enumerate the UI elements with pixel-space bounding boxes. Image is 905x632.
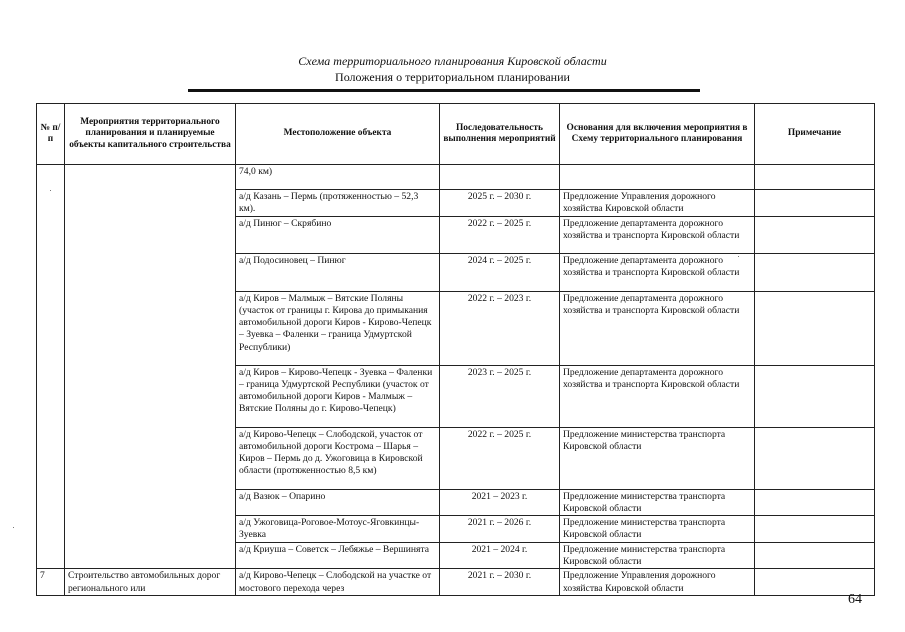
note-cell [755, 542, 875, 569]
basis-cell: Предложение министерства транспорта Кировской области [560, 542, 755, 569]
sequence-cell: 2022 г. – 2025 г. [440, 216, 560, 253]
scan-speck [13, 527, 14, 528]
note-cell [755, 190, 875, 217]
note-cell [755, 427, 875, 489]
location-cell: а/д Ужоговица-Роговое-Мотоус-Яговкинцы-Зуевка [236, 516, 440, 543]
basis-cell: Предложение министерства транспорта Кировской области [560, 427, 755, 489]
sequence-cell: 2021 – 2024 г. [440, 542, 560, 569]
activity-cell-merged [65, 165, 236, 569]
basis-cell: Предложение департамента дорожного хозяйства и транспорта Кировской области [560, 253, 755, 291]
scan-speck [738, 256, 739, 257]
note-cell [755, 165, 875, 190]
basis-cell: Предложение Управления дорожного хозяйства Кировской области [560, 569, 755, 596]
basis-cell: Предложение департамента дорожного хозяйства и транспорта Кировской области [560, 216, 755, 253]
location-cell: а/д Криуша – Советск – Лебяжье – Вершинята [236, 542, 440, 569]
sequence-cell [440, 165, 560, 190]
note-cell [755, 489, 875, 516]
sequence-cell: 2022 г. – 2025 г. [440, 427, 560, 489]
sequence-cell: 2021 г. – 2030 г. [440, 569, 560, 596]
planning-table [36, 103, 875, 596]
location-cell: а/д Киров – Малмыж – Вятские Поляны (участок от границы г. Кирова до примыкания автомобильной дороги Киров - Кирово-Чепецк – Зуевка – Фаленки – граница Удмуртской Республики) [236, 291, 440, 365]
basis-cell: Предложение департамента дорожного хозяйства и транспорта Кировской области [560, 291, 755, 365]
note-cell [755, 253, 875, 291]
basis-cell: Предложение Управления дорожного хозяйства Кировской области [560, 190, 755, 217]
scan-speck [50, 190, 51, 191]
sequence-cell: 2023 г. – 2025 г. [440, 365, 560, 427]
document-subtitle: Положения о территориальном планировании [335, 70, 570, 84]
table-row [37, 569, 875, 596]
location-cell: а/д Кирово-Чепецк – Слободской на участке от мостового перехода через [236, 569, 440, 596]
number-cell-merged [37, 165, 65, 569]
sequence-cell: 2021 – 2023 г. [440, 489, 560, 516]
col-header-activity: Мероприятия территориального планирования и планируемые объекты капитального строительства [65, 104, 236, 165]
note-cell [755, 216, 875, 253]
col-header-sequence: Последовательность выполнения мероприятий [440, 104, 560, 165]
col-header-location: Местоположение объекта [236, 104, 440, 165]
col-header-basis: Основания для включения мероприятия в Схему территориального планирования [560, 104, 755, 165]
basis-cell: Предложение министерства транспорта Кировской области [560, 516, 755, 543]
col-header-number: № п/п [37, 104, 65, 165]
basis-cell: Предложение министерства транспорта Кировской области [560, 489, 755, 516]
basis-cell: Предложение департамента дорожного хозяйства и транспорта Кировской области [560, 365, 755, 427]
location-cell: а/д Казань – Пермь (протяженностью – 52,3 км). [236, 190, 440, 217]
activity-cell: Строительство автомобильных дорог регионального или [65, 569, 236, 596]
sequence-cell: 2024 г. – 2025 г. [440, 253, 560, 291]
note-cell [755, 365, 875, 427]
table-row [37, 165, 875, 190]
page-number: 64 [848, 592, 862, 607]
col-header-note: Примечание [755, 104, 875, 165]
location-cell: а/д Кирово-Чепецк – Слободской, участок от автомобильной дороги Кострома – Шарья – Киров – Пермь до д. Ужоговица в Кировской области (протяженностью 8,5 км) [236, 427, 440, 489]
location-cell: а/д Пинюг – Скрябино [236, 216, 440, 253]
document-title: Схема территориального планирования Кировской области [298, 54, 607, 68]
location-cell: а/д Подосиновец – Пинюг [236, 253, 440, 291]
location-cell: а/д Вазюк – Опарино [236, 489, 440, 516]
sequence-cell: 2021 г. – 2026 г. [440, 516, 560, 543]
sequence-cell: 2025 г. – 2030 г. [440, 190, 560, 217]
location-cell: а/д Киров – Кирово-Чепецк - Зуевка – Фаленки – граница Удмуртской Республики (участок от автомобильной дороги Киров - Малмыж – Вятские Поляны до г. Кирово-Чепецк) [236, 365, 440, 427]
note-cell [755, 291, 875, 365]
location-cell: 74,0 км) [236, 165, 440, 190]
number-cell: 7 [37, 569, 65, 596]
sequence-cell: 2022 г. – 2023 г. [440, 291, 560, 365]
basis-cell [560, 165, 755, 190]
table-header-row [37, 104, 875, 165]
note-cell [755, 516, 875, 543]
header-rule [188, 89, 700, 92]
